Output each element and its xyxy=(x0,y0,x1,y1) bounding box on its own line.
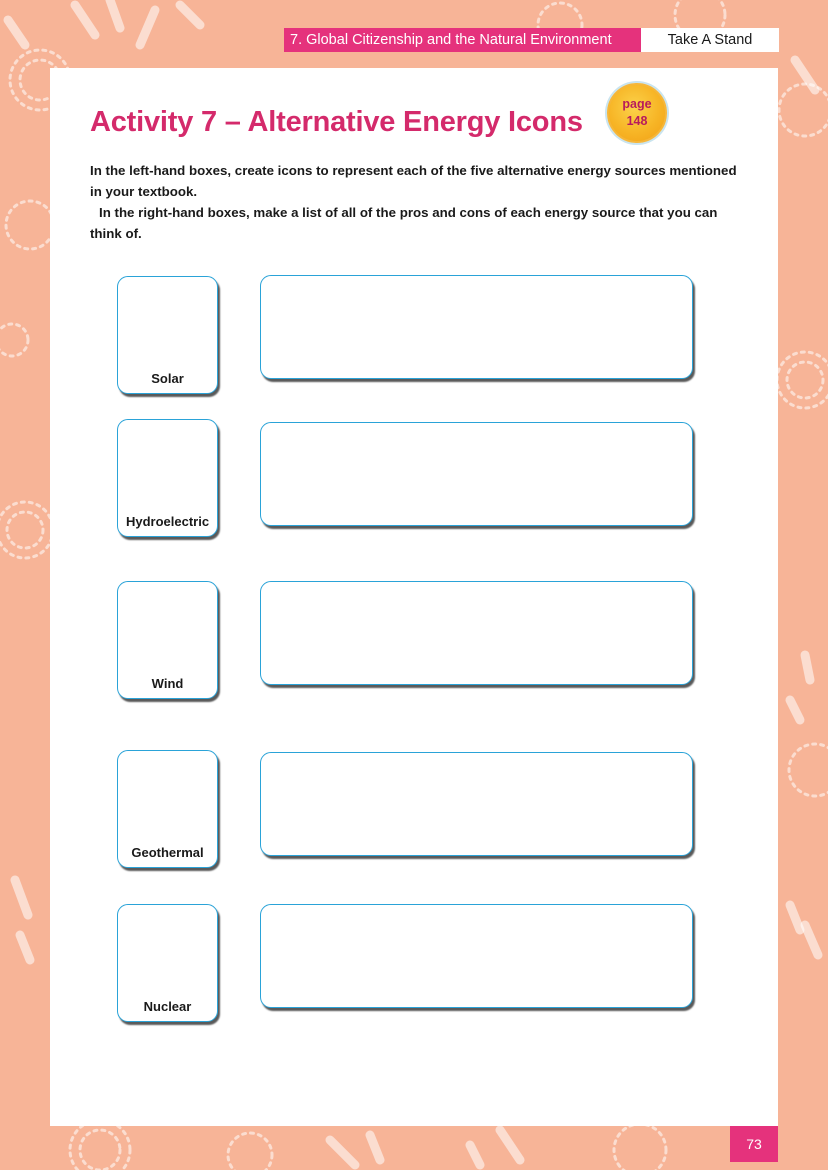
worksheet xyxy=(50,68,778,1126)
energy-label: Hydroelectric xyxy=(125,514,210,529)
page-number: 73 xyxy=(730,1126,778,1162)
energy-label: Nuclear xyxy=(143,999,192,1014)
pros-cons-box-solar[interactable] xyxy=(260,275,693,379)
energy-label: Solar xyxy=(151,371,184,386)
pros-cons-box-wind[interactable] xyxy=(260,581,693,685)
instruction-icons: In the left-hand boxes, create icons to represent each of the five alternative energy sources mentioned in your textbook. xyxy=(90,163,737,199)
chapter-title: 7. Global Citizenship and the Natural Environment xyxy=(284,28,641,52)
icon-box-hydroelectric[interactable] xyxy=(117,419,218,537)
icon-box-nuclear[interactable] xyxy=(117,904,218,1022)
icon-box-solar[interactable] xyxy=(117,276,218,394)
header-bar xyxy=(284,28,779,52)
section-title: Take A Stand xyxy=(641,28,779,52)
energy-label: Geothermal xyxy=(131,845,204,860)
icon-box-wind[interactable] xyxy=(117,581,218,699)
activity-title: Activity 7 – Alternative Energy Icons xyxy=(90,106,583,138)
pros-cons-box-nuclear[interactable] xyxy=(260,904,693,1008)
page-reference-label: page xyxy=(622,97,652,111)
page-reference-number: 148 xyxy=(626,114,648,128)
instruction-pros-cons: In the right-hand boxes, make a list of all of the pros and cons of each energy source that you can think of. xyxy=(90,205,718,241)
icon-box-geothermal[interactable] xyxy=(117,750,218,868)
instructions xyxy=(90,160,750,244)
page-reference-badge xyxy=(607,83,667,143)
energy-label: Wind xyxy=(151,676,184,691)
pros-cons-box-hydroelectric[interactable] xyxy=(260,422,693,526)
pros-cons-box-geothermal[interactable] xyxy=(260,752,693,856)
